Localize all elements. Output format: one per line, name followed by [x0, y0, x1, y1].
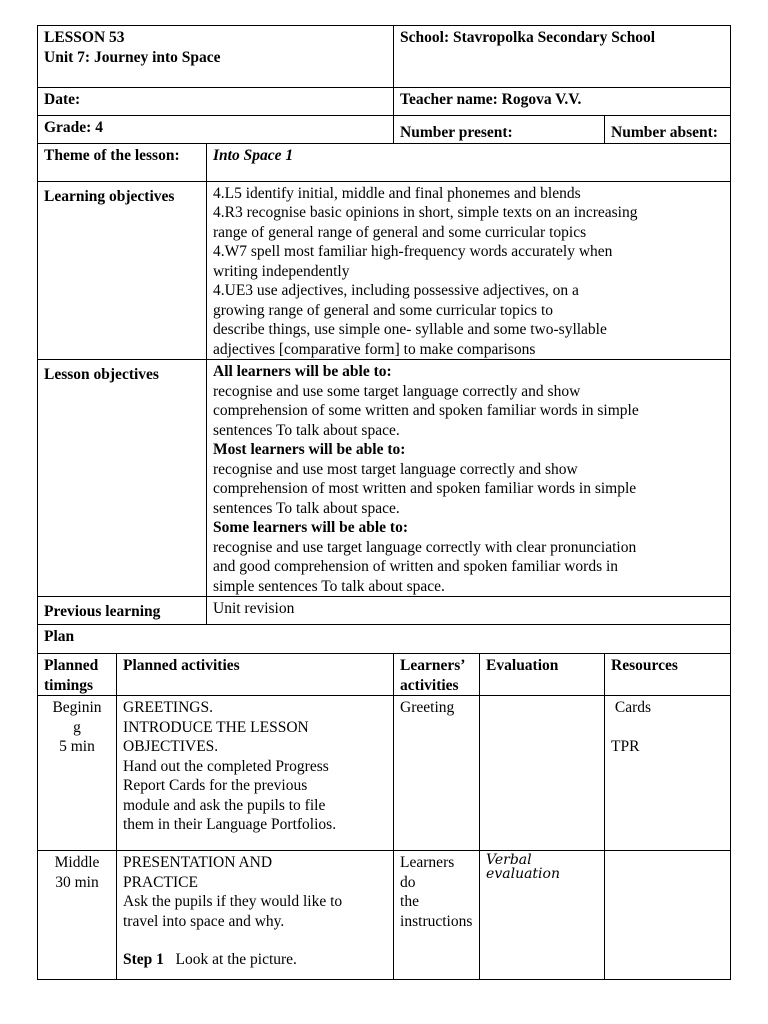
objective-line: sentences To talk about space. [213, 421, 400, 439]
table-row [38, 696, 731, 851]
timings-header [38, 654, 117, 696]
table-row [38, 851, 731, 980]
objective-line: 4.W7 spell most familiar high-frequency words accurately when [213, 243, 613, 260]
activity-line: Hand out the completed Progress [123, 757, 329, 775]
date-label: Date: [44, 91, 81, 108]
activity-line: Ask the pupils if they would like to [123, 893, 343, 910]
teacher-cell [394, 88, 731, 116]
activity-line: GREETINGS. [123, 699, 213, 716]
objective-line: growing range of general and some curricular topics to [213, 301, 554, 319]
resource-line: Cards [611, 699, 652, 716]
objective-line: 4.UE3 use adjectives, including possessive adjectives, on a [213, 282, 579, 299]
learners-line: the [400, 893, 419, 910]
header-text: Learners’ [400, 657, 466, 674]
activity-line: OBJECTIVES. [123, 738, 219, 755]
timing-cell [38, 851, 117, 980]
school-cell [394, 26, 731, 88]
objective-line: 4.R3 recognise basic opinions in short, simple texts on an increasing [213, 204, 638, 221]
objective-line: recognise and use most target language correctly and show [213, 460, 578, 478]
evaluation-cell [480, 696, 605, 851]
activity-line: PRESENTATION AND [123, 854, 273, 871]
theme-value: Into Space 1 [213, 146, 294, 164]
objective-line: simple sentences To talk about space. [213, 577, 445, 595]
previous-learning-label-cell [38, 597, 207, 625]
header-text: Resources [611, 657, 678, 674]
activity-line: module and ask the pupils to file [123, 796, 326, 814]
lesson-unit-cell [38, 26, 394, 88]
header-text: Planned [44, 657, 99, 674]
step-line [123, 950, 387, 970]
lesson-number: LESSON 53 [44, 29, 125, 46]
objective-line: describe things, use simple one- syllable and some two-syllable [213, 321, 607, 338]
step-label: Step 1 [123, 951, 164, 968]
timing-cell [38, 696, 117, 851]
header-text: Evaluation [486, 657, 559, 674]
timing-line: g [73, 718, 81, 736]
theme-label: Theme of the lesson: [44, 146, 180, 164]
objective-line: writing independently [213, 262, 350, 280]
objective-line: recognise and use target language correctly with clear pronunciation [213, 538, 637, 556]
date-cell [38, 88, 394, 116]
lesson-objectives-label: Lesson objectives [44, 366, 159, 383]
grade-cell [38, 116, 394, 144]
header-text: Planned activities [123, 657, 240, 674]
learners-activities-header [394, 654, 480, 696]
resource-line: TPR [611, 737, 640, 755]
step-text: Look at the picture. [163, 951, 297, 968]
lesson-objectives-cell [207, 360, 731, 597]
header-text: timings [44, 676, 94, 694]
lesson-plan-table [37, 25, 731, 980]
previous-learning-value: Unit revision [213, 600, 295, 617]
timing-line: 5 min [59, 738, 95, 755]
learners-line: Greeting [400, 699, 455, 716]
timing-line: Beginin [52, 699, 102, 716]
learners-line: Learners do [400, 854, 455, 891]
resources-cell [605, 696, 731, 851]
objective-line: range of general range of general and some curricular topics [213, 223, 587, 241]
activities-cell [117, 696, 394, 851]
resources-cell [605, 851, 731, 980]
evaluation-header [480, 654, 605, 696]
resources-header [605, 654, 731, 696]
objective-line: recognise and use some target language correctly and show [213, 382, 581, 400]
objective-line: comprehension of some written and spoken familiar words in simple [213, 402, 639, 419]
lesson-objectives-label-cell [38, 360, 207, 597]
school-name: School: Stavropolka Secondary School [400, 29, 656, 46]
unit-title: Unit 7: Journey into Space [44, 48, 221, 66]
activity-line: INTRODUCE THE LESSON [123, 718, 309, 736]
evaluation-line: evaluation [486, 866, 560, 882]
learners-cell [394, 851, 480, 980]
objective-line: comprehension of most written and spoken familiar words in simple [213, 480, 637, 497]
theme-label-cell [38, 143, 207, 181]
number-absent-cell [605, 116, 731, 144]
timing-line: 30 min [55, 873, 99, 891]
evaluation-cell [480, 851, 605, 980]
number-present-label: Number present: [400, 124, 513, 141]
objective-line: sentences To talk about space. [213, 499, 400, 517]
number-absent-label: Number absent: [611, 124, 718, 141]
activity-line: them in their Language Portfolios. [123, 816, 337, 833]
all-learners-heading: All learners will be able to: [213, 363, 392, 380]
lesson-plan-document [37, 25, 730, 980]
most-learners-heading: Most learners will be able to: [213, 441, 406, 458]
header-text: activities [400, 676, 459, 694]
learning-objectives-label: Learning objectives [44, 187, 175, 205]
activities-cell [117, 851, 394, 980]
activity-line: PRACTICE [123, 873, 198, 891]
activity-line: travel into space and why. [123, 912, 285, 930]
learners-cell [394, 696, 480, 851]
learners-line: instructions [400, 912, 473, 930]
objective-line: and good comprehension of written and spoken familiar words in [213, 558, 619, 575]
evaluation-line: Verbal [486, 852, 532, 868]
activity-spacer [123, 931, 387, 950]
some-learners-heading: Some learners will be able to: [213, 519, 409, 536]
teacher-name: Teacher name: Rogova V.V. [400, 91, 582, 108]
learning-objectives-label-cell [38, 181, 207, 360]
previous-learning-cell [207, 597, 731, 625]
objective-line: 4.L5 identify initial, middle and final phonemes and blends [213, 184, 581, 202]
theme-value-cell [207, 143, 731, 181]
activities-header [117, 654, 394, 696]
previous-learning-label: Previous learning [44, 603, 161, 620]
learning-objectives-cell [207, 181, 731, 360]
activity-line: Report Cards for the previous [123, 777, 308, 794]
objective-line: adjectives [comparative form] to make comparisons [213, 340, 536, 358]
plan-heading: Plan [44, 628, 75, 645]
grade-label: Grade: 4 [44, 119, 103, 136]
resource-spacer [611, 718, 724, 737]
plan-heading-cell [38, 625, 731, 654]
number-present-cell [394, 116, 605, 144]
timing-line: Middle [54, 854, 100, 871]
